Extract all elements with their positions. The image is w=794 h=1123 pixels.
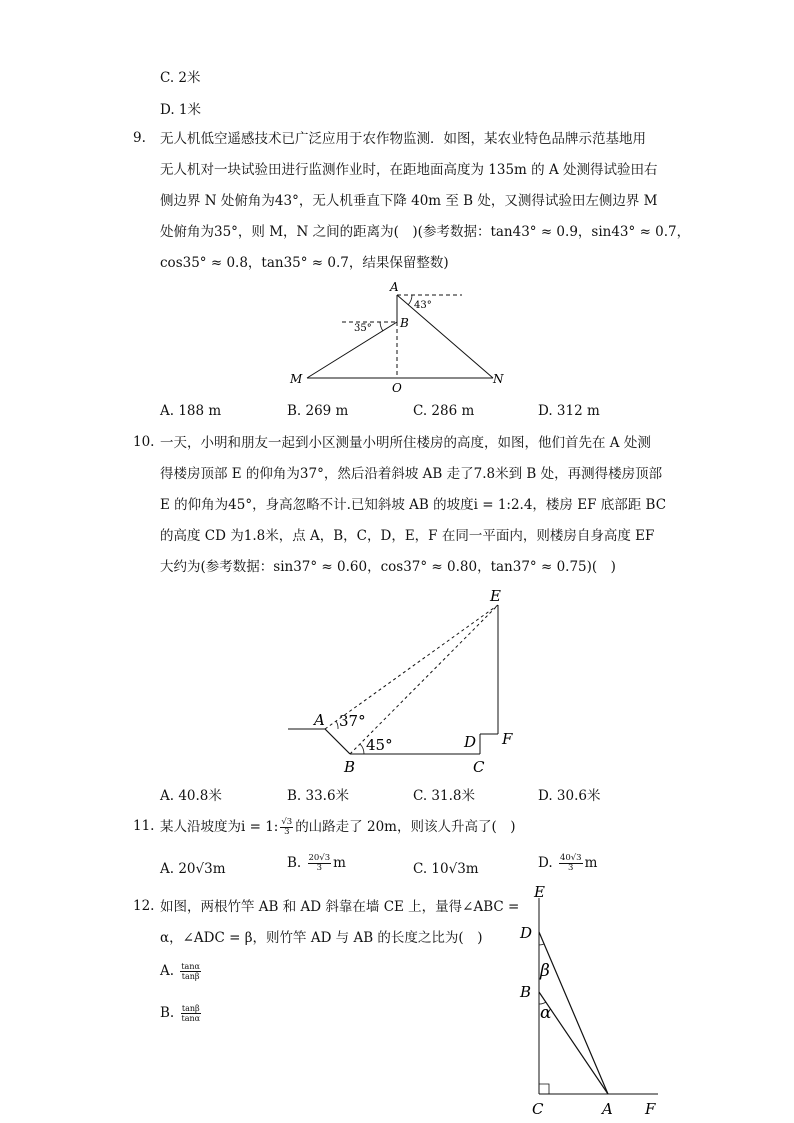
q10-angle-45: 45° — [366, 736, 393, 754]
q12-figure — [510, 880, 670, 1120]
q9-number: 9. — [133, 130, 146, 146]
q10-label-b: B — [344, 758, 356, 776]
q10-option-a: A. 40.8米 — [160, 788, 222, 804]
q10-number: 10. — [133, 434, 155, 450]
q12-label-beta: β — [540, 961, 550, 981]
q10-label-e: E — [490, 587, 501, 605]
q9-option-d: D. 312 m — [538, 403, 600, 419]
q12-label-f: F — [645, 1100, 656, 1118]
q11-option-c: C. 10√3m — [413, 861, 479, 877]
q9-label-n: N — [493, 372, 504, 386]
q11-option-b-unit: m — [333, 855, 346, 871]
q11-option-b-top: 20√3 — [308, 853, 331, 863]
q11-option-b-bottom: 3 — [316, 863, 323, 873]
q9-option-b: B. 269 m — [287, 403, 349, 419]
q9-option-c: C. 286 m — [413, 403, 475, 419]
q12-label-d: D — [520, 924, 533, 942]
q10-line-5: 大约为(参考数据：sin37° ≈ 0.60，cos37° ≈ 0.80，tan37° ≈ 0.75)( ) — [160, 559, 616, 575]
q11-stem-after: 的山路走了 20m，则该人升高了( ) — [295, 819, 516, 835]
q9-figure — [280, 278, 520, 398]
q10-line-3: E 的仰角为45°，身高忽略不计.已知斜坡 AB 的坡度i = 1:2.4，楼房 EF 底部距 BC — [160, 497, 667, 513]
q11-stem-before: 某人沿坡度为i = 1: — [160, 819, 279, 835]
q11-option-b-label: B. — [287, 855, 302, 871]
q8-option-d: D. 1米 — [160, 102, 202, 118]
q10-figure — [280, 585, 530, 780]
q11-option-d-unit: m — [584, 855, 598, 871]
q10-line-2: 得楼房顶部 E 的仰角为37°，然后沿着斜坡 AB 走了7.8米到 B 处，再测得楼房顶部 — [160, 466, 663, 482]
q10-line-4: 的高度 CD 为1.8米，点 A，B，C，D，E，F 在同一平面内，则楼房自身高度 EF — [160, 528, 655, 544]
q9-label-m: M — [290, 372, 303, 386]
q12-label-alpha: α — [540, 1003, 552, 1023]
q9-angle-35: 35° — [354, 323, 372, 334]
q11-option-d-top: 40√3 — [559, 853, 582, 863]
q10-label-a: A — [314, 711, 325, 729]
q12-option-b-fraction — [181, 1004, 202, 1023]
q12-option-b-top: tanβ — [181, 1004, 200, 1013]
q12-line-1: 如图，两根竹竿 AB 和 AD 斜靠在墙 CE 上，量得∠ABC = — [160, 899, 520, 915]
q12-label-b: B — [520, 983, 532, 1001]
q10-angle-37: 37° — [339, 712, 366, 730]
q10-label-d: D — [464, 733, 477, 751]
q11-option-d-fraction — [559, 854, 583, 873]
q9-angle-43: 43° — [414, 300, 432, 311]
q9-line-3: 侧边界 N 处俯角为43°，无人机垂直下降 40m 至 B 处，又测得试验田左侧边界 M — [160, 193, 658, 209]
q10-line-1: 一天，小明和朋友一起到小区测量小明所住楼房的高度，如图，他们首先在 A 处测 — [160, 435, 651, 451]
q10-option-c: C. 31.8米 — [413, 788, 475, 804]
q10-label-c: C — [473, 758, 485, 776]
q12-option-a-label: A. — [160, 963, 175, 979]
q11-stem — [160, 818, 516, 837]
q12-option-a-fraction — [180, 962, 201, 981]
q11-option-b-fraction — [308, 854, 332, 873]
q9-line-4: 处俯角为35°，则 M，N 之间的距离为( )(参考数据：tan43° ≈ 0.9，sin43° ≈ 0.7， — [160, 224, 691, 240]
q12-label-c: C — [532, 1100, 544, 1118]
q10-option-b: B. 33.6米 — [287, 788, 350, 804]
q11-option-d-label: D. — [538, 855, 553, 871]
q9-line-2: 无人机对一块试验田进行监测作业时，在距地面高度为 135m 的 A 处测得试验田右 — [160, 162, 658, 178]
q9-option-a: A. 188 m — [160, 403, 222, 419]
q9-line-5: cos35° ≈ 0.8，tan35° ≈ 0.7，结果保留整数) — [160, 255, 449, 271]
q11-frac-top: √3 — [281, 817, 293, 827]
q12-option-a-top: tanα — [181, 962, 200, 971]
q8-option-c: C. 2米 — [160, 70, 201, 86]
q11-number: 11. — [133, 818, 155, 834]
q9-line-1: 无人机低空遥感技术已广泛应用于农作物监测．如图，某农业特色品牌示范基地用 — [160, 131, 646, 147]
q12-number: 12. — [133, 898, 155, 914]
q12-option-b-label: B. — [160, 1005, 175, 1021]
q11-option-a: A. 20√3m — [160, 861, 226, 877]
q9-label-b: B — [400, 316, 409, 330]
q11-stem-fraction — [280, 818, 293, 837]
q12-label-a: A — [602, 1100, 613, 1118]
q11-option-d-bottom: 3 — [568, 863, 574, 873]
q12-option-b-bottom: tanα — [181, 1014, 201, 1023]
q12-option-a-bottom: tanβ — [181, 972, 200, 981]
q10-option-d: D. 30.6米 — [538, 788, 601, 804]
q11-frac-bottom: 3 — [284, 827, 290, 837]
q10-label-f: F — [502, 730, 513, 748]
q12-option-a — [160, 962, 203, 981]
q11-option-d — [538, 854, 597, 873]
q12-line-2: α，∠ADC = β，则竹竿 AD 与 AB 的长度之比为( ) — [160, 930, 483, 946]
q12-label-e: E — [534, 883, 545, 901]
q9-label-o: O — [392, 381, 402, 395]
q12-option-b — [160, 1004, 203, 1023]
q9-label-a: A — [390, 280, 399, 294]
q11-option-b — [287, 854, 346, 873]
